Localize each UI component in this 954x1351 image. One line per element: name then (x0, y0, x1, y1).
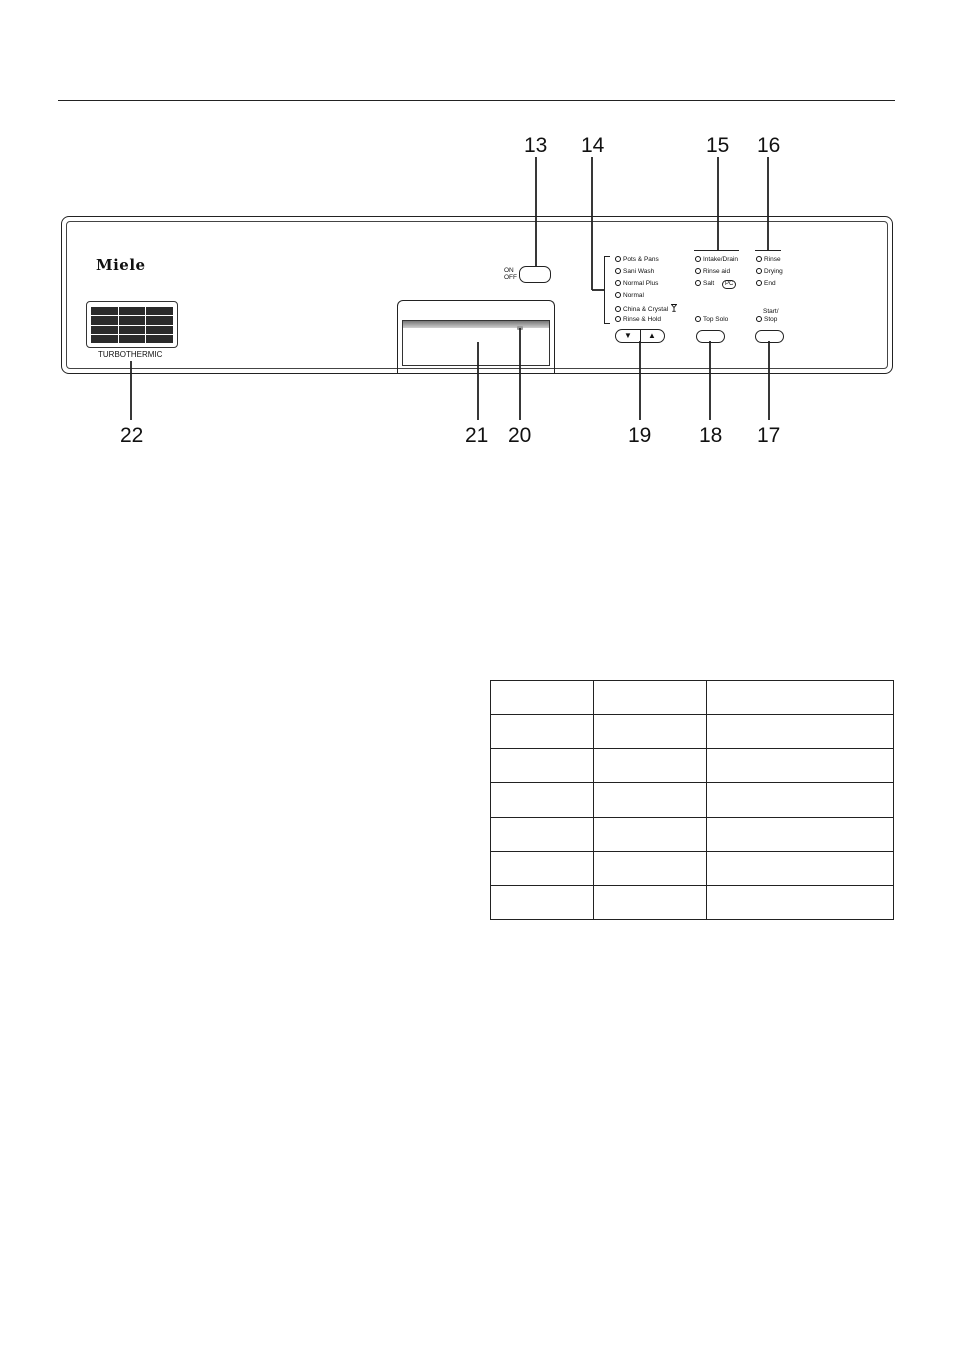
status-salt: Salt PC (695, 280, 736, 289)
start-label: Start/ (763, 308, 779, 315)
callout-15: 15 (706, 134, 730, 157)
table-row (491, 749, 894, 783)
on-label: ON (504, 267, 514, 274)
arrow-up-button[interactable]: ▲ (648, 331, 656, 340)
callout-22: 22 (120, 424, 144, 447)
top-solo-label: Top Solo (695, 316, 728, 324)
leader-lines (0, 0, 954, 460)
callout-19: 19 (628, 424, 652, 447)
empty-table (490, 680, 894, 920)
table-row (491, 783, 894, 817)
callout-13: 13 (524, 134, 548, 157)
miele-logo: Miele (96, 256, 146, 274)
program-china-crystal: China & Crystal (615, 304, 677, 314)
progress-drying: Drying (756, 268, 783, 276)
callout-21: 21 (465, 424, 489, 447)
status-rinse-aid: Rinse aid (695, 268, 730, 276)
salt-pc-badge: PC (722, 280, 736, 289)
table-row (491, 817, 894, 851)
table-row (491, 715, 894, 749)
program-normal: Normal (615, 292, 644, 300)
arrow-down-button[interactable]: ▼ (624, 331, 632, 340)
program-rinse-hold: Rinse & Hold (615, 316, 661, 324)
table-row (491, 681, 894, 715)
program-sani-wash: Sani Wash (615, 268, 654, 276)
callout-14: 14 (581, 134, 605, 157)
program-pots-pans: Pots & Pans (615, 256, 659, 264)
callout-20: 20 (508, 424, 532, 447)
off-label: OFF (504, 274, 517, 281)
progress-rinse: Rinse (756, 256, 781, 264)
callout-16: 16 (757, 134, 781, 157)
progress-end: End (756, 280, 776, 288)
stop-label: Stop (756, 316, 777, 324)
table-row (491, 885, 894, 919)
callout-17: 17 (757, 424, 781, 447)
table-row (491, 851, 894, 885)
callout-18: 18 (699, 424, 723, 447)
status-intake-drain: Intake/Drain (695, 256, 738, 264)
program-normal-plus: Normal Plus (615, 280, 658, 288)
turbothermic-label: TURBOTHERMIC (98, 350, 163, 359)
